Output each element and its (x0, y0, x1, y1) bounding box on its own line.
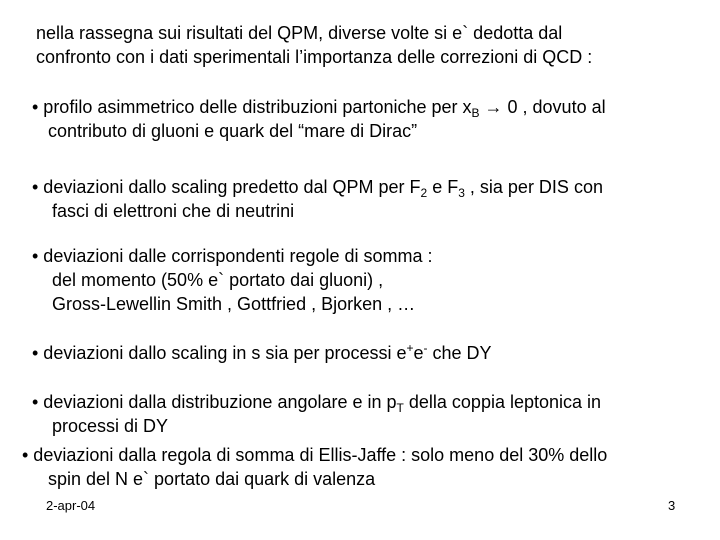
bullet-2-subscript-1: 2 (420, 186, 428, 200)
bullet-5-text-end: della coppia leptonica in (403, 392, 602, 412)
bullet-5-line-2: processi di DY (52, 416, 169, 436)
bullet-2-subscript-2: 3 (458, 186, 465, 200)
page-number: 3 (668, 498, 676, 513)
intro-line-2: confronto con i dati sperimentali l’importanza delle correzioni di QCD : (36, 47, 593, 67)
bullet-1-line-2: contributo di gluoni e quark del “mare di Dirac” (48, 121, 418, 141)
intro-line-1: nella rassegna sui risultati del QPM, diverse volte si e` dedotta dal (36, 23, 563, 43)
bullet-4-superscript-1: + (406, 341, 414, 355)
footer-date: 2-apr-04 (46, 498, 96, 513)
bullet-2-text: • deviazioni dallo scaling predetto dal QPM per F (32, 177, 421, 197)
bullet-2-line-1 (32, 176, 603, 198)
bullet-4-text: • deviazioni dallo scaling in s sia per processi e (32, 343, 407, 363)
bullet-6-line-1: • deviazioni dalla regola di somma di Ellis-Jaffe : solo meno del 30% dello (22, 445, 608, 465)
bullet-2-line-2: fasci di elettroni che di neutrini (52, 201, 295, 221)
bullet-5-text: • deviazioni dalla distribuzione angolare e in p (32, 392, 397, 412)
bullet-4-superscript-2: - (423, 341, 428, 355)
bullet-4-line-1 (32, 342, 492, 364)
bullet-2-text-mid: e F (427, 177, 459, 197)
bullet-6-line-2: spin del N e` portato dai quark di valenza (48, 469, 376, 489)
bullet-5-line-1 (32, 391, 601, 413)
bullet-5-subscript: T (396, 401, 404, 415)
bullet-1-subscript: B (471, 106, 480, 120)
bullet-4-text-mid: e (413, 343, 424, 363)
bullet-1-text-end: → 0 , dovuto al (479, 97, 606, 117)
bullet-1-text: • profilo asimmetrico delle distribuzioni partoniche per x (32, 97, 472, 117)
bullet-1-line-1 (32, 96, 606, 118)
bullet-3-line-2: del momento (50% e` portato dai gluoni) , (52, 270, 384, 290)
bullet-3-line-3: Gross-Lewellin Smith , Gottfried , Bjorken , … (52, 294, 416, 314)
bullet-2-text-end: , sia per DIS con (464, 177, 603, 197)
bullet-4-text-end: che DY (427, 343, 492, 363)
bullet-3-line-1: • deviazioni dalle corrispondenti regole di somma : (32, 246, 433, 266)
